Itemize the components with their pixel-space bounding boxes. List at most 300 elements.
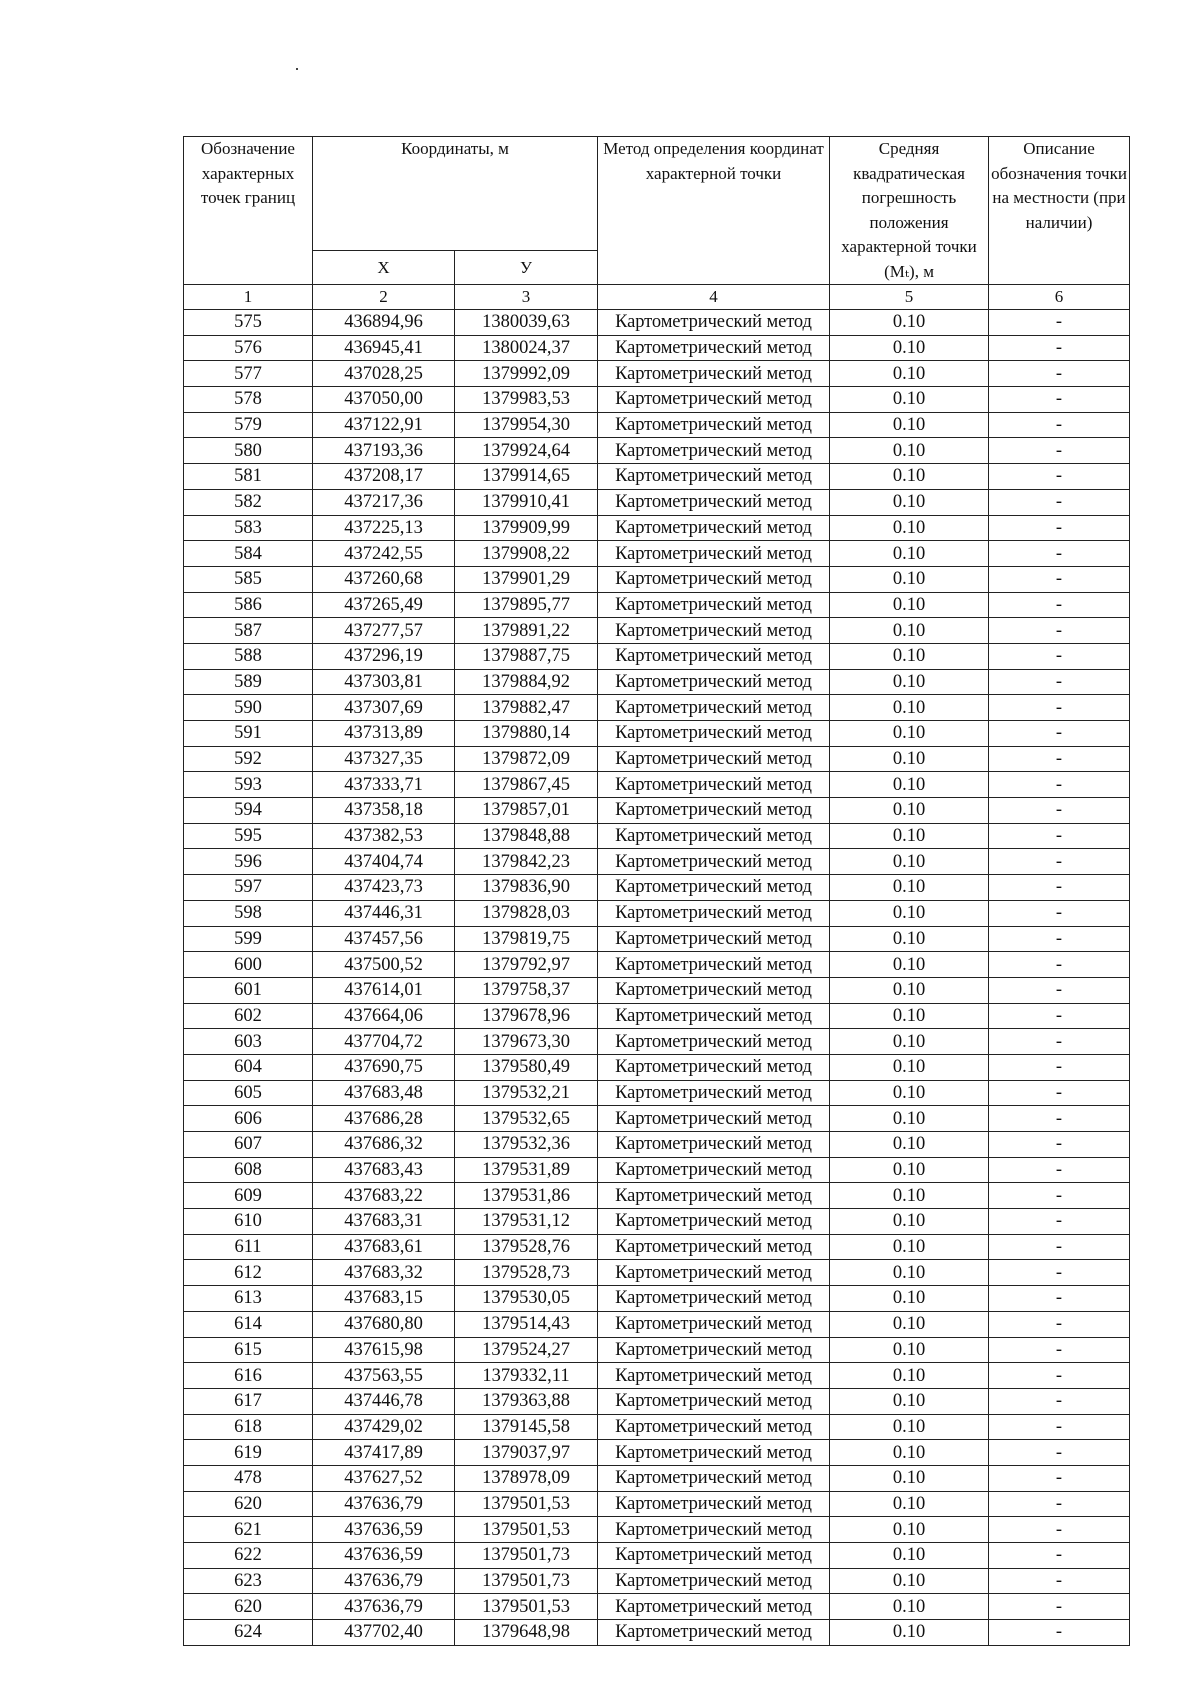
x-coordinate-cell: 437500,52 — [313, 952, 455, 978]
y-coordinate-cell: 1379758,37 — [455, 977, 598, 1003]
point-id-cell: 575 — [184, 310, 313, 336]
method-cell: Картометрический метод — [598, 926, 830, 952]
error-cell: 0.10 — [830, 1132, 989, 1158]
x-coordinate-cell: 437683,32 — [313, 1260, 455, 1286]
description-cell: - — [989, 1132, 1130, 1158]
point-id-cell: 594 — [184, 798, 313, 824]
table-row — [184, 1157, 1130, 1183]
method-cell: Картометрический метод — [598, 977, 830, 1003]
description-cell: - — [989, 1003, 1130, 1029]
method-cell: Картометрический метод — [598, 1363, 830, 1389]
point-id-cell: 582 — [184, 489, 313, 515]
point-id-cell: 610 — [184, 1209, 313, 1235]
table-row — [184, 412, 1130, 438]
y-coordinate-cell: 1379842,23 — [455, 849, 598, 875]
y-coordinate-cell: 1379909,99 — [455, 515, 598, 541]
table-row — [184, 515, 1130, 541]
table-body — [184, 310, 1130, 1646]
table-row — [184, 643, 1130, 669]
x-coordinate-cell: 437358,18 — [313, 798, 455, 824]
error-cell: 0.10 — [830, 1054, 989, 1080]
x-coordinate-cell: 437122,91 — [313, 412, 455, 438]
x-coordinate-cell: 437242,55 — [313, 541, 455, 567]
y-coordinate-cell: 1379887,75 — [455, 643, 598, 669]
x-coordinate-cell: 437636,79 — [313, 1491, 455, 1517]
error-cell: 0.10 — [830, 515, 989, 541]
method-cell: Картометрический метод — [598, 1029, 830, 1055]
error-cell: 0.10 — [830, 669, 989, 695]
y-coordinate-cell: 1379983,53 — [455, 387, 598, 413]
error-cell: 0.10 — [830, 592, 989, 618]
method-cell: Картометрический метод — [598, 1106, 830, 1132]
column-number: 4 — [598, 285, 830, 310]
y-coordinate-cell: 1379363,88 — [455, 1388, 598, 1414]
table-row — [184, 1132, 1130, 1158]
y-coordinate-cell: 1379528,73 — [455, 1260, 598, 1286]
table-row — [184, 566, 1130, 592]
point-id-cell: 578 — [184, 387, 313, 413]
error-cell: 0.10 — [830, 387, 989, 413]
y-coordinate-cell: 1379332,11 — [455, 1363, 598, 1389]
description-cell: - — [989, 361, 1130, 387]
description-cell: - — [989, 1594, 1130, 1620]
table-row — [184, 489, 1130, 515]
method-cell: Картометрический метод — [598, 1465, 830, 1491]
y-coordinate-cell: 1379895,77 — [455, 592, 598, 618]
table-row — [184, 1234, 1130, 1260]
column-number-row — [184, 285, 1130, 310]
error-cell: 0.10 — [830, 489, 989, 515]
error-cell: 0.10 — [830, 541, 989, 567]
y-coordinate-cell: 1379954,30 — [455, 412, 598, 438]
x-coordinate-cell: 437307,69 — [313, 695, 455, 721]
description-cell: - — [989, 1286, 1130, 1312]
method-cell: Картометрический метод — [598, 1003, 830, 1029]
y-coordinate-cell: 1379037,97 — [455, 1440, 598, 1466]
x-coordinate-cell: 437683,61 — [313, 1234, 455, 1260]
y-coordinate-cell: 1379501,53 — [455, 1491, 598, 1517]
y-coordinate-cell: 1379857,01 — [455, 798, 598, 824]
scan-speck — [296, 68, 298, 70]
header-point-designation: Обозначение характерных точек границ — [184, 137, 313, 285]
error-cell: 0.10 — [830, 772, 989, 798]
y-coordinate-cell: 1379532,21 — [455, 1080, 598, 1106]
method-cell: Картометрический метод — [598, 1543, 830, 1569]
description-cell: - — [989, 746, 1130, 772]
x-coordinate-cell: 437683,43 — [313, 1157, 455, 1183]
y-coordinate-cell: 1379528,76 — [455, 1234, 598, 1260]
y-coordinate-cell: 1379532,36 — [455, 1132, 598, 1158]
point-id-cell: 597 — [184, 875, 313, 901]
x-coordinate-cell: 437686,32 — [313, 1132, 455, 1158]
y-coordinate-cell: 1379792,97 — [455, 952, 598, 978]
point-id-cell: 579 — [184, 412, 313, 438]
description-cell: - — [989, 1388, 1130, 1414]
x-coordinate-cell: 437636,79 — [313, 1568, 455, 1594]
method-cell: Картометрический метод — [598, 1183, 830, 1209]
method-cell: Картометрический метод — [598, 875, 830, 901]
description-cell: - — [989, 1440, 1130, 1466]
point-id-cell: 618 — [184, 1414, 313, 1440]
description-cell: - — [989, 1414, 1130, 1440]
method-cell: Картометрический метод — [598, 798, 830, 824]
table-row — [184, 541, 1130, 567]
point-id-cell: 621 — [184, 1517, 313, 1543]
description-cell: - — [989, 875, 1130, 901]
y-coordinate-cell: 1379501,53 — [455, 1517, 598, 1543]
y-coordinate-cell: 1379514,43 — [455, 1311, 598, 1337]
description-cell: - — [989, 566, 1130, 592]
error-cell: 0.10 — [830, 310, 989, 336]
method-cell: Картометрический метод — [598, 643, 830, 669]
point-id-cell: 478 — [184, 1465, 313, 1491]
x-coordinate-cell: 437429,02 — [313, 1414, 455, 1440]
x-coordinate-cell: 437296,19 — [313, 643, 455, 669]
table-row — [184, 464, 1130, 490]
error-cell: 0.10 — [830, 1080, 989, 1106]
x-coordinate-cell: 436894,96 — [313, 310, 455, 336]
point-id-cell: 589 — [184, 669, 313, 695]
x-coordinate-cell: 437265,49 — [313, 592, 455, 618]
method-cell: Картометрический метод — [598, 1260, 830, 1286]
y-coordinate-cell: 1379673,30 — [455, 1029, 598, 1055]
method-cell: Картометрический метод — [598, 361, 830, 387]
error-cell: 0.10 — [830, 1414, 989, 1440]
description-cell: - — [989, 1620, 1130, 1646]
x-coordinate-cell: 437303,81 — [313, 669, 455, 695]
error-cell: 0.10 — [830, 1209, 989, 1235]
description-cell: - — [989, 1543, 1130, 1569]
table-row — [184, 1106, 1130, 1132]
y-coordinate-cell: 1379914,65 — [455, 464, 598, 490]
point-id-cell: 584 — [184, 541, 313, 567]
column-number: 3 — [455, 285, 598, 310]
table-row — [184, 1209, 1130, 1235]
table-row — [184, 926, 1130, 952]
point-id-cell: 605 — [184, 1080, 313, 1106]
point-id-cell: 606 — [184, 1106, 313, 1132]
error-cell: 0.10 — [830, 1465, 989, 1491]
x-coordinate-cell: 437446,31 — [313, 900, 455, 926]
table-row — [184, 721, 1130, 747]
table-row — [184, 772, 1130, 798]
column-number: 2 — [313, 285, 455, 310]
error-cell: 0.10 — [830, 1106, 989, 1132]
error-cell: 0.10 — [830, 823, 989, 849]
point-id-cell: 607 — [184, 1132, 313, 1158]
error-cell: 0.10 — [830, 643, 989, 669]
method-cell: Картометрический метод — [598, 489, 830, 515]
error-cell: 0.10 — [830, 438, 989, 464]
table-row — [184, 1491, 1130, 1517]
table-row — [184, 1260, 1130, 1286]
description-cell: - — [989, 1363, 1130, 1389]
method-cell: Картометрический метод — [598, 746, 830, 772]
header-mean-error: Средняя квадратическая погрешность положения характерной точки (Mₜ), м — [830, 137, 989, 285]
point-id-cell: 595 — [184, 823, 313, 849]
method-cell: Картометрический метод — [598, 1311, 830, 1337]
y-coordinate-cell: 1379872,09 — [455, 746, 598, 772]
description-cell: - — [989, 515, 1130, 541]
description-cell: - — [989, 464, 1130, 490]
y-coordinate-cell: 1379884,92 — [455, 669, 598, 695]
table-row — [184, 618, 1130, 644]
description-cell: - — [989, 721, 1130, 747]
method-cell: Картометрический метод — [598, 618, 830, 644]
description-cell: - — [989, 1311, 1130, 1337]
table-row — [184, 1286, 1130, 1312]
method-cell: Картометрический метод — [598, 1620, 830, 1646]
x-coordinate-cell: 437417,89 — [313, 1440, 455, 1466]
x-coordinate-cell: 437193,36 — [313, 438, 455, 464]
coordinates-table — [183, 136, 1130, 1646]
description-cell: - — [989, 643, 1130, 669]
table-row — [184, 1029, 1130, 1055]
description-cell: - — [989, 977, 1130, 1003]
error-cell: 0.10 — [830, 977, 989, 1003]
description-cell: - — [989, 926, 1130, 952]
table-row — [184, 438, 1130, 464]
description-cell: - — [989, 1465, 1130, 1491]
x-coordinate-cell: 437683,31 — [313, 1209, 455, 1235]
description-cell: - — [989, 387, 1130, 413]
table-row — [184, 977, 1130, 1003]
table-row — [184, 1465, 1130, 1491]
error-cell: 0.10 — [830, 1003, 989, 1029]
column-number: 6 — [989, 285, 1130, 310]
error-cell: 0.10 — [830, 1286, 989, 1312]
x-coordinate-cell: 437050,00 — [313, 387, 455, 413]
method-cell: Картометрический метод — [598, 721, 830, 747]
point-id-cell: 612 — [184, 1260, 313, 1286]
table-row — [184, 335, 1130, 361]
error-cell: 0.10 — [830, 1543, 989, 1569]
y-coordinate-cell: 1379901,29 — [455, 566, 598, 592]
point-id-cell: 623 — [184, 1568, 313, 1594]
table-row — [184, 1311, 1130, 1337]
error-cell: 0.10 — [830, 1363, 989, 1389]
x-coordinate-cell: 437683,22 — [313, 1183, 455, 1209]
x-coordinate-cell: 437028,25 — [313, 361, 455, 387]
description-cell: - — [989, 310, 1130, 336]
point-id-cell: 609 — [184, 1183, 313, 1209]
x-coordinate-cell: 436945,41 — [313, 335, 455, 361]
error-cell: 0.10 — [830, 1440, 989, 1466]
header-x: X — [313, 251, 455, 285]
description-cell: - — [989, 823, 1130, 849]
y-coordinate-cell: 1379501,73 — [455, 1568, 598, 1594]
method-cell: Картометрический метод — [598, 387, 830, 413]
table-row — [184, 387, 1130, 413]
point-id-cell: 598 — [184, 900, 313, 926]
y-coordinate-cell: 1379531,89 — [455, 1157, 598, 1183]
description-cell: - — [989, 438, 1130, 464]
description-cell: - — [989, 798, 1130, 824]
error-cell: 0.10 — [830, 335, 989, 361]
table-row — [184, 1517, 1130, 1543]
x-coordinate-cell: 437423,73 — [313, 875, 455, 901]
description-cell: - — [989, 1260, 1130, 1286]
header-coordinates: Координаты, м — [313, 137, 598, 251]
table-row — [184, 746, 1130, 772]
y-coordinate-cell: 1379145,58 — [455, 1414, 598, 1440]
table-row — [184, 1594, 1130, 1620]
method-cell: Картометрический метод — [598, 515, 830, 541]
point-id-cell: 591 — [184, 721, 313, 747]
error-cell: 0.10 — [830, 746, 989, 772]
description-cell: - — [989, 1054, 1130, 1080]
table-row — [184, 1080, 1130, 1106]
description-cell: - — [989, 1568, 1130, 1594]
point-id-cell: 583 — [184, 515, 313, 541]
y-coordinate-cell: 1379882,47 — [455, 695, 598, 721]
header-description: Описание обозначения точки на местности (при наличии) — [989, 137, 1130, 285]
y-coordinate-cell: 1379524,27 — [455, 1337, 598, 1363]
description-cell: - — [989, 541, 1130, 567]
table-row — [184, 1054, 1130, 1080]
point-id-cell: 593 — [184, 772, 313, 798]
description-cell: - — [989, 772, 1130, 798]
y-coordinate-cell: 1379992,09 — [455, 361, 598, 387]
x-coordinate-cell: 437457,56 — [313, 926, 455, 952]
y-coordinate-cell: 1379501,73 — [455, 1543, 598, 1569]
method-cell: Картометрический метод — [598, 823, 830, 849]
y-coordinate-cell: 1379848,88 — [455, 823, 598, 849]
error-cell: 0.10 — [830, 412, 989, 438]
error-cell: 0.10 — [830, 1029, 989, 1055]
x-coordinate-cell: 437208,17 — [313, 464, 455, 490]
method-cell: Картометрический метод — [598, 849, 830, 875]
y-coordinate-cell: 1379880,14 — [455, 721, 598, 747]
method-cell: Картометрический метод — [598, 669, 830, 695]
description-cell: - — [989, 618, 1130, 644]
point-id-cell: 608 — [184, 1157, 313, 1183]
table-row — [184, 952, 1130, 978]
y-coordinate-cell: 1379580,49 — [455, 1054, 598, 1080]
x-coordinate-cell: 437382,53 — [313, 823, 455, 849]
description-cell: - — [989, 335, 1130, 361]
error-cell: 0.10 — [830, 1620, 989, 1646]
y-coordinate-cell: 1380039,63 — [455, 310, 598, 336]
error-cell: 0.10 — [830, 1517, 989, 1543]
point-id-cell: 587 — [184, 618, 313, 644]
table-row — [184, 1568, 1130, 1594]
error-cell: 0.10 — [830, 952, 989, 978]
description-cell: - — [989, 1491, 1130, 1517]
description-cell: - — [989, 952, 1130, 978]
y-coordinate-cell: 1379501,53 — [455, 1594, 598, 1620]
method-cell: Картометрический метод — [598, 412, 830, 438]
x-coordinate-cell: 437404,74 — [313, 849, 455, 875]
x-coordinate-cell: 437260,68 — [313, 566, 455, 592]
table-row — [184, 875, 1130, 901]
y-coordinate-cell: 1379908,22 — [455, 541, 598, 567]
y-coordinate-cell: 1379836,90 — [455, 875, 598, 901]
x-coordinate-cell: 437225,13 — [313, 515, 455, 541]
error-cell: 0.10 — [830, 900, 989, 926]
y-coordinate-cell: 1379828,03 — [455, 900, 598, 926]
error-cell: 0.10 — [830, 1491, 989, 1517]
method-cell: Картометрический метод — [598, 1491, 830, 1517]
description-cell: - — [989, 592, 1130, 618]
point-id-cell: 586 — [184, 592, 313, 618]
y-coordinate-cell: 1379910,41 — [455, 489, 598, 515]
point-id-cell: 624 — [184, 1620, 313, 1646]
x-coordinate-cell: 437704,72 — [313, 1029, 455, 1055]
method-cell: Картометрический метод — [598, 1157, 830, 1183]
description-cell: - — [989, 849, 1130, 875]
y-coordinate-cell: 1379648,98 — [455, 1620, 598, 1646]
method-cell: Картометрический метод — [598, 695, 830, 721]
error-cell: 0.10 — [830, 849, 989, 875]
table-row — [184, 1440, 1130, 1466]
point-id-cell: 614 — [184, 1311, 313, 1337]
point-id-cell: 604 — [184, 1054, 313, 1080]
y-coordinate-cell: 1379532,65 — [455, 1106, 598, 1132]
point-id-cell: 576 — [184, 335, 313, 361]
x-coordinate-cell: 437686,28 — [313, 1106, 455, 1132]
method-cell: Картометрический метод — [598, 772, 830, 798]
description-cell: - — [989, 1157, 1130, 1183]
point-id-cell: 581 — [184, 464, 313, 490]
x-coordinate-cell: 437683,48 — [313, 1080, 455, 1106]
method-cell: Картометрический метод — [598, 1337, 830, 1363]
x-coordinate-cell: 437702,40 — [313, 1620, 455, 1646]
y-coordinate-cell: 1379924,64 — [455, 438, 598, 464]
y-coordinate-cell: 1379678,96 — [455, 1003, 598, 1029]
y-coordinate-cell: 1380024,37 — [455, 335, 598, 361]
error-cell: 0.10 — [830, 798, 989, 824]
x-coordinate-cell: 437277,57 — [313, 618, 455, 644]
x-coordinate-cell: 437683,15 — [313, 1286, 455, 1312]
x-coordinate-cell: 437636,79 — [313, 1594, 455, 1620]
method-cell: Картометрический метод — [598, 1517, 830, 1543]
y-coordinate-cell: 1379531,12 — [455, 1209, 598, 1235]
method-cell: Картометрический метод — [598, 438, 830, 464]
x-coordinate-cell: 437614,01 — [313, 977, 455, 1003]
y-coordinate-cell: 1379531,86 — [455, 1183, 598, 1209]
point-id-cell: 622 — [184, 1543, 313, 1569]
header-method: Метод определения координат характерной точки — [598, 137, 830, 285]
point-id-cell: 577 — [184, 361, 313, 387]
point-id-cell: 596 — [184, 849, 313, 875]
description-cell: - — [989, 1106, 1130, 1132]
error-cell: 0.10 — [830, 695, 989, 721]
point-id-cell: 592 — [184, 746, 313, 772]
error-cell: 0.10 — [830, 1594, 989, 1620]
method-cell: Картометрический метод — [598, 1594, 830, 1620]
method-cell: Картометрический метод — [598, 900, 830, 926]
description-cell: - — [989, 1337, 1130, 1363]
x-coordinate-cell: 437327,35 — [313, 746, 455, 772]
y-coordinate-cell: 1379530,05 — [455, 1286, 598, 1312]
point-id-cell: 585 — [184, 566, 313, 592]
method-cell: Картометрический метод — [598, 541, 830, 567]
table-row — [184, 1620, 1130, 1646]
table-row — [184, 695, 1130, 721]
column-number: 5 — [830, 285, 989, 310]
error-cell: 0.10 — [830, 1568, 989, 1594]
table-row — [184, 1337, 1130, 1363]
error-cell: 0.10 — [830, 566, 989, 592]
table-row — [184, 823, 1130, 849]
point-id-cell: 588 — [184, 643, 313, 669]
x-coordinate-cell: 437313,89 — [313, 721, 455, 747]
x-coordinate-cell: 437615,98 — [313, 1337, 455, 1363]
method-cell: Картометрический метод — [598, 952, 830, 978]
description-cell: - — [989, 412, 1130, 438]
description-cell: - — [989, 1029, 1130, 1055]
